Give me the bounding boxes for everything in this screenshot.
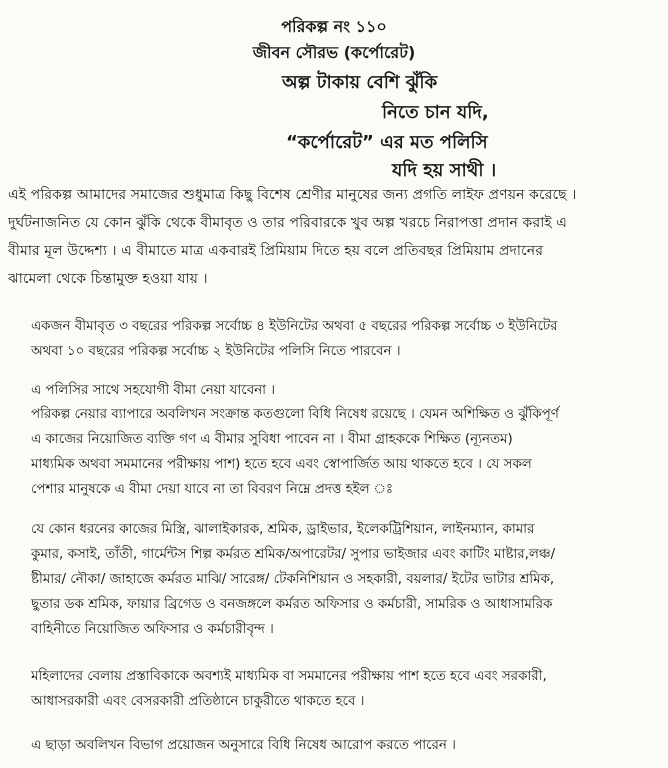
units-line: একজন বীমাবৃত ৩ বছরের পরিকল্প সর্বোচ্চ ৪ ইউনিটের অথবা ৫ বছরের পরিকল্প সর্বোচ্চ ৩ ইউনিটের [31, 319, 558, 334]
rules-line: পরিকল্প নেয়ার ব্যাপারে অবলিখন সংক্রান্ত কতগুলো বিধি নিষেধ রয়েছে । যেমন অশিক্ষিত ও ঝুঁকিপূর্ণ [31, 407, 559, 422]
intro-paragraph [8, 181, 660, 293]
occupations-line: যে কোন ধরনের কাজের মিস্ত্রি, ঝালাইকারক, শ্রমিক, ড্রাইভার, ইলেকট্রিশিয়ান, লাইনম্যান, কামার [31, 522, 535, 537]
slogan-line-1: অল্প টাকায় বেশি ঝুঁকি [282, 72, 438, 93]
plan-name-heading: জীবন সৌরভ (কর্পোরেট) [252, 43, 416, 62]
occupations-line: ষ্টীমার/ নৌকা/ জাহাজে কর্মরত মাঝি/ সারেঙ্গ/ টেকনিশিয়ান ও সহকারী, বয়লার/ ইটের ভাটার শ্রমিক, [31, 572, 555, 587]
intro-line: এই পরিকল্প আমাদের সমাজের শুধুমাত্র কিছু বিশেষ শ্রেণীর মানুষের জন্য প্রগতি লাইফ প্রণয়ন করেছে । [8, 187, 577, 203]
occupations-paragraph [31, 517, 656, 642]
slogan-line-3: “কর্পোরেট” এর মত পলিসি [286, 132, 488, 153]
women-paragraph [31, 664, 656, 714]
units-line: অথবা ১০ বছরের পরিকল্প সর্বোচ্চ ২ ইউনিটের পলিসি নিতে পারবেন । [31, 344, 401, 359]
slogan-line-2: নিতে চান যদি, [382, 102, 489, 123]
companion-paragraph [31, 378, 656, 403]
rules-paragraph [31, 402, 656, 502]
other-paragraph [31, 733, 656, 758]
other-line: এ ছাড়া অবলিখন বিভাগ প্রয়োজন অনুসারে বিধি নিষেধ আরোপ করতে পারেন । [31, 738, 456, 753]
women-line: মহিলাদের বেলায় প্রস্তাবিকাকে অবশ্যই মাধ্যমিক বা সমমানের পরীক্ষায় পাশ হতে হবে এবং সরকারী, [31, 669, 547, 684]
companion-line: এ পলিসির সাথে সহযোগী বীমা নেয়া যাবেনা । [31, 383, 276, 398]
occupations-line: কুমার, কসাই, তাঁতী, গার্মেন্টস শিল্প কর্মরত শ্রমিক/অপারেটর/ সুপার ভাইজার এবং কাটিং মাষ্টার,লঞ্চ/ [31, 547, 556, 562]
units-paragraph [31, 314, 656, 364]
rules-line: মাধ্যমিক অথবা সমমানের পরীক্ষায় পাশ) হতে হবে এবং স্বোপার্জিত আয় থাকতে হবে । যে সকল [31, 457, 532, 472]
occupations-line: ছুতার ডক শ্রমিক, ফায়ার ব্রিগেড ও বনজঙ্গলে কর্মরত অফিসার ও কর্মচারী, সামরিক ও আধাসামরিক [31, 597, 553, 612]
slogan-line-4: যদি হয় সাথী । [392, 160, 497, 181]
rules-line: এ কাজের নিয়োজিত ব্যক্তি গণ এ বীমার সুবিধা পাবেন না । বীমা গ্রাহককে শিক্ষিত (ন্যূনতম) [31, 432, 513, 447]
rules-line: পেশার মানুষকে এ বীমা দেয়া যাবে না তা বিবরণ নিম্নে প্রদত্ত হইল ঃ [31, 482, 393, 497]
intro-line: বীমার মূল উদ্দেশ্য । এ বীমাতে মাত্র একবারই প্রিমিয়াম দিতে হয় বলে প্রতিবছর প্রিমিয়াম প্রদানের [8, 243, 544, 259]
intro-line: ঝামেলা থেকে চিন্তামুক্ত হওয়া যায় । [8, 271, 208, 287]
occupations-line: বাহিনীতে নিয়োজিত অফিসার ও কর্মচারীবৃন্দ । [31, 622, 274, 637]
intro-line: দুর্ঘটনাজনিত যে কোন ঝুঁকি থেকে বীমাবৃত ও তার পরিবারকে খুব অল্প খরচে নিরাপত্তা প্রদান করাই এ [8, 215, 568, 231]
women-line: আধাসরকারী এবং বেসরকারী প্রতিষ্ঠানে চাকুরীতে থাকতে হবে । [31, 694, 365, 709]
plan-number-heading: পরিকল্প নং ১১০ [281, 17, 387, 36]
